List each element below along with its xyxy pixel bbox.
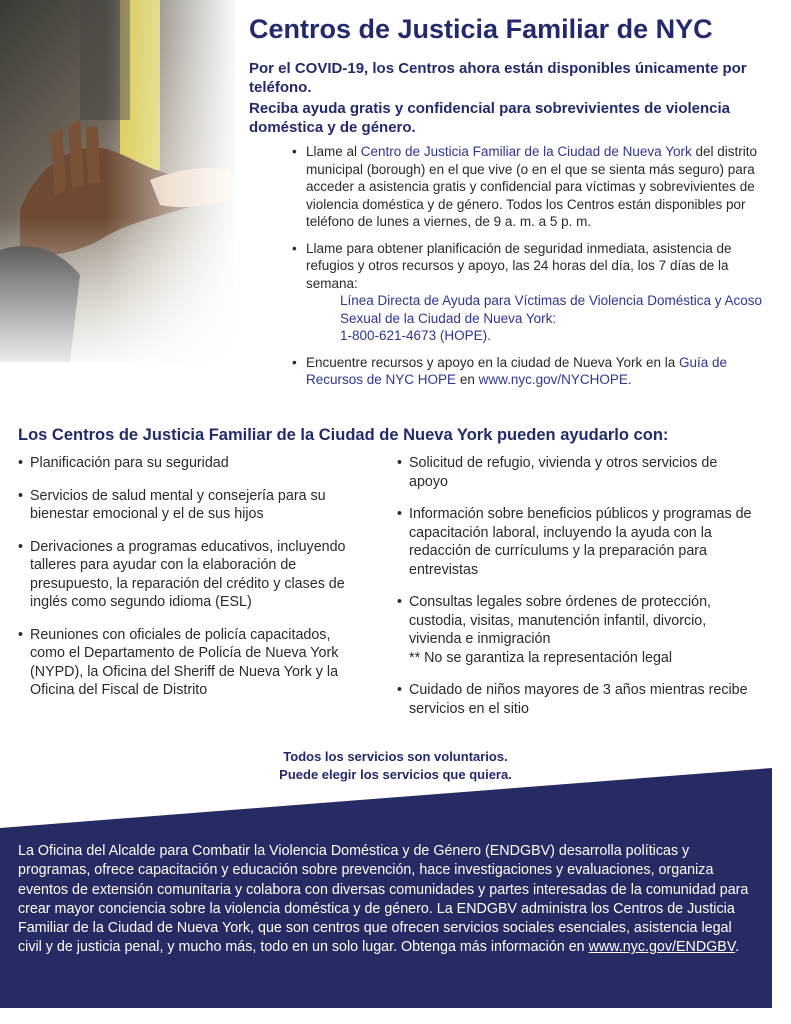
covid-notice: Por el COVID-19, los Centros ahora están disponibles únicamente por teléfono.	[249, 60, 747, 96]
endgbv-url-link[interactable]: www.nyc.gov/ENDGBV	[588, 939, 736, 956]
nychope-url-link[interactable]: www.nyc.gov/NYCHOPE	[478, 372, 628, 387]
list-item: • Llame al Centro de Justicia Familiar de la Ciudad de Nueva York del distrito municipal (borough) en el que vive (o en el que se sienta más seguro) para acceder a asistencia gratis y confidencial para víctimas y sobrevivientes de violencia doméstica y de género. Todos los Centros están disponibles por teléfono de lunes a viernes, de 9 a. m. a 5 p. m.	[292, 143, 782, 231]
family-justice-center-link[interactable]: Centro de Justicia Familiar de la Ciudad de Nueva York	[360, 144, 692, 159]
list-item: • Derivaciones a programas educativos, incluyendo talleres para ayudar con la elaboración de presupuesto, la reparación del crédito y clases de inglés como segundo idioma (ESL)	[18, 538, 363, 612]
legal-disclaimer: ** No se garantiza la representación legal	[409, 649, 673, 666]
list-item: • Solicitud de refugio, vivienda y otros servicios de apoyo	[397, 454, 757, 491]
list-item: • Planificación para su seguridad	[18, 454, 363, 473]
list-item: • Encuentre recursos y apoyo en la ciudad de Nueva York en la Guía de Recursos de NYC HOPE en www.nyc.gov/NYCHOPE.	[292, 354, 782, 389]
footer-text: La Oficina del Alcalde para Combatir la Violencia Doméstica y de Género (ENDGBV) desarrolla políticas y programas, ofrece capacitación y educación sobre prevención, hace investigaciones y evaluaciones, organiza eventos de extensión comunitaria y colabora con diversas comunidades y partes interesadas de la comunidad para crear mayor conciencia sobre la violencia doméstica y de género. La ENDGBV administra los Centros de Justicia Familiar de la Ciudad de Nueva York, que son centros que ofrecen servicios sociales esenciales, asistencia legal civil y de justicia penal, y mucho más, todo en un solo lugar. Obtenga más información en www.nyc.gov/ENDGBV.	[18, 843, 749, 956]
nyc-hope-guide-link[interactable]: Guía de Recursos de NYC HOPE	[306, 354, 728, 387]
hands-photo	[0, 0, 235, 362]
list-item: • Consultas legales sobre órdenes de protección, custodia, visitas, manutención infantil, divorcio, vivienda e inmigración ** No se garantiza la representación legal	[397, 593, 757, 667]
page-title: Centros de Justicia Familiar de NYC	[249, 14, 713, 44]
services-list-left	[18, 454, 363, 714]
list-item: • Cuidado de niños mayores de 3 años mientras recibe servicios en el sitio	[397, 681, 757, 718]
list-item: • Información sobre beneficios públicos y programas de capacitación laboral, incluyendo la ayuda con la redacción de currículums y la preparación para entrevistas	[397, 505, 757, 579]
voluntary-note: Todos los servicios son voluntarios. Puede elegir los servicios que quiera.	[279, 749, 512, 782]
list-item: • Servicios de salud mental y consejería para su bienestar emocional y el de sus hijos	[18, 487, 363, 524]
contact-list	[292, 143, 782, 398]
list-item: • Llame para obtener planificación de seguridad inmediata, asistencia de refugios y otros recursos y apoyo, las 24 horas del día, los 7 días de la semana: Línea Directa de Ayuda para Víctimas de Violencia Doméstica y Acoso Sexual de la Ciudad de Nueva York: 1-800-621-4673 (HOPE).	[292, 240, 782, 345]
list-item: • Reuniones con oficiales de policía capacitados, como el Departamento de Policía de Nueva York (NYPD), la Oficina del Sheriff de Nueva York y la Oficina del Fiscal de Distrito	[18, 626, 363, 700]
services-heading: Los Centros de Justicia Familiar de la Ciudad de Nueva York pueden ayudarlo con:	[18, 426, 669, 444]
services-list-right	[397, 454, 757, 732]
hotline-name: Línea Directa de Ayuda para Víctimas de Violencia Doméstica y Acoso Sexual de la Ciudad de Nueva York:	[340, 293, 762, 326]
free-help-notice: Reciba ayuda gratis y confidencial para sobrevivientes de violencia doméstica y de género.	[249, 100, 731, 136]
hotline-phone[interactable]: 1-800-621-4673 (HOPE).	[340, 328, 491, 343]
